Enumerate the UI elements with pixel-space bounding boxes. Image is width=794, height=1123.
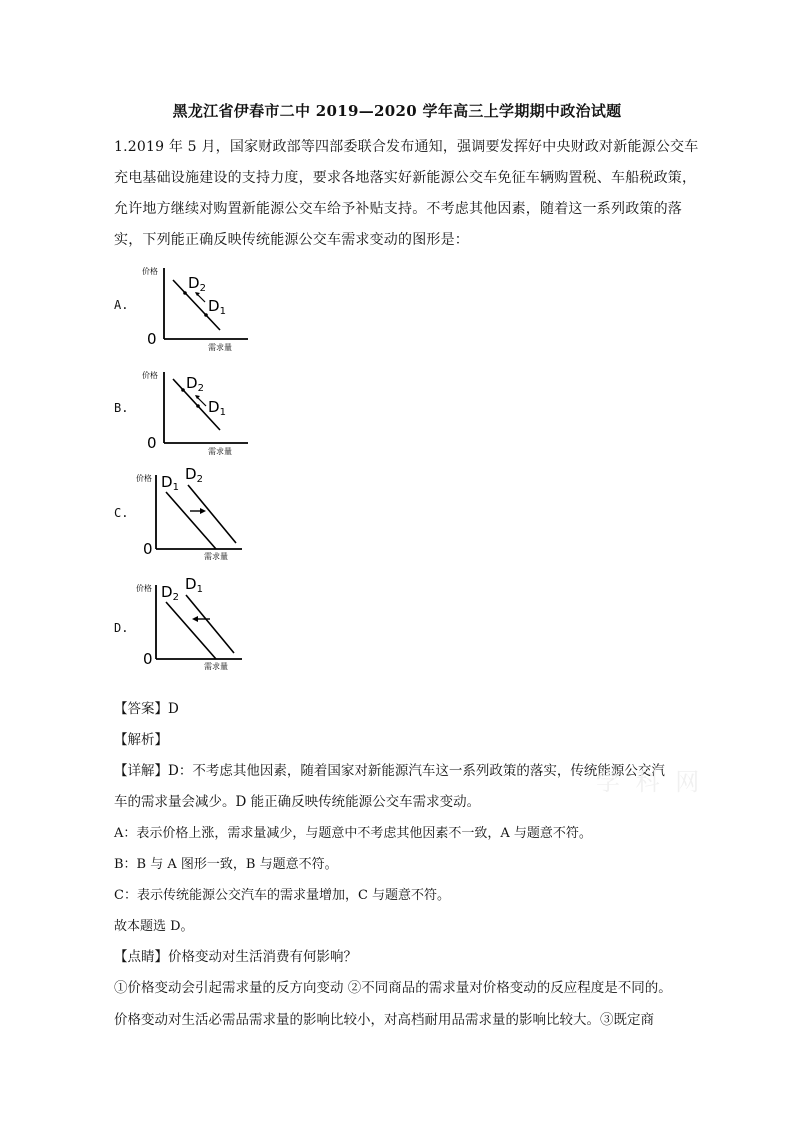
curve-label-d1: $D_1$ (208, 398, 226, 418)
demand-curve-d2 (166, 602, 216, 659)
document-title: 黑龙江省伊春市二中 2019—2020 学年高三上学期期中政治试题 (172, 102, 622, 120)
demand-curve-d1 (186, 595, 234, 653)
origin-label: 0 (143, 650, 153, 668)
x-axis-title: 需求量 (204, 662, 228, 671)
curve-label-d1: $D_1$ (208, 297, 226, 317)
y-axis-title: 价格 (136, 584, 152, 593)
explanation-a: A：表示价格上涨，需求量减少，与题意中不考虑其他因素不一致，A 与题意不符。 (114, 826, 592, 841)
curve-label-d2: $D_2$ (185, 465, 203, 485)
curve-label-d2: $D_2$ (186, 374, 204, 394)
curve-label-d2: $D_2$ (161, 583, 179, 603)
option-c-label: C. (114, 506, 129, 520)
arrow-head (200, 508, 206, 514)
curve-label-d1: $D_1$ (161, 473, 179, 493)
point-marker (181, 388, 185, 392)
option-c-graph (138, 465, 253, 560)
question-line: 允许地方继续对购置新能源公交车给予补贴支持。不考虑其他因素，随着这一系列政策的落 (114, 201, 682, 217)
question-line: 充电基础设施建设的支持力度，要求各地落实好新能源公交车免征车辆购置税、车船税政策， (114, 170, 697, 186)
option-a-graph (138, 258, 253, 353)
y-axis-title: 价格 (136, 474, 152, 483)
point-marker (183, 291, 187, 295)
tip-line: 价格变动对生活必需品需求量的影响比较小，对高档耐用品需求量的影响比较大。③既定商 (114, 1012, 654, 1028)
curve-label-d1: $D_1$ (185, 575, 203, 595)
question-line: 实，下列能正确反映传统能源公交车需求变动的图形是： (114, 232, 469, 248)
point-marker (196, 404, 200, 408)
tip-heading: 【点睛】价格变动对生活消费有何影响？ (114, 949, 357, 965)
option-d-graph (138, 575, 253, 670)
y-axis-title: 价格 (142, 267, 158, 276)
detail-line: 车的需求量会减少。D 能正确反映传统能源公交车需求变动。 (114, 794, 481, 810)
arrow-head (192, 616, 198, 622)
answer: 【答案】D (114, 701, 179, 717)
demand-curve-d1 (166, 492, 216, 549)
curve-label-d2: $D_2$ (188, 274, 206, 294)
x-axis-title: 需求量 (208, 447, 232, 456)
option-b-graph (138, 362, 253, 457)
y-axis-title: 价格 (142, 371, 158, 380)
demand-curve-d2 (188, 485, 236, 543)
origin-label: 0 (147, 434, 157, 452)
option-a-label: A. (114, 298, 129, 312)
detail-line: 【详解】D：不考虑其他因素，随着国家对新能源汽车这一系列政策的落实，传统能源公交汽 (114, 763, 665, 779)
analysis-heading: 【解析】 (114, 732, 168, 748)
explanation-b: B：B 与 A 图形一致，B 与题意不符。 (114, 857, 338, 872)
option-b-label: B. (114, 401, 129, 415)
question-line: 1.2019 年 5 月，国家财政部等四部委联合发布通知，强调要发挥好中央财政对新能源公交车 (114, 139, 699, 155)
origin-label: 0 (147, 330, 157, 348)
arrow-head (195, 395, 200, 399)
tip-line: ①价格变动会引起需求量的反方向变动 ②不同商品的需求量对价格变动的反应程度是不同的。 (114, 980, 672, 996)
origin-label: 0 (143, 540, 153, 558)
x-axis-title: 需求量 (208, 343, 232, 352)
x-axis-title: 需求量 (204, 552, 228, 561)
watermark: 学 科 网 (596, 768, 704, 796)
conclusion: 故本题选 D。 (114, 919, 194, 934)
explanation-c: C：表示传统能源公交汽车的需求量增加，C 与题意不符。 (114, 888, 451, 903)
option-d-label: D. (114, 621, 129, 635)
